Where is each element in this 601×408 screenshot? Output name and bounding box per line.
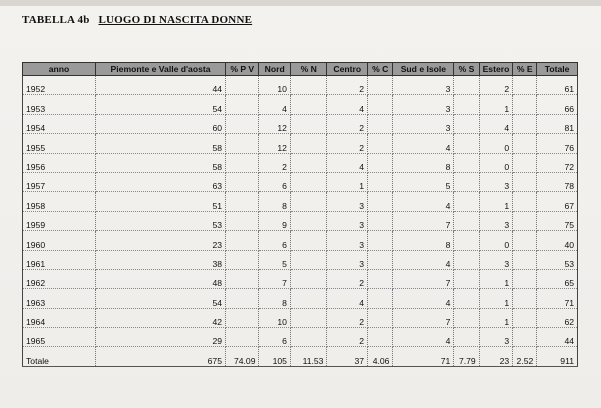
value-cell: 1: [327, 172, 368, 191]
value-cell: [513, 95, 537, 114]
table-row: [23, 95, 578, 114]
value-cell: [226, 95, 259, 114]
value-cell: [454, 153, 479, 172]
value-cell: [226, 153, 259, 172]
value-cell: [290, 289, 327, 308]
value-cell: 3: [479, 172, 512, 191]
value-cell: [513, 134, 537, 153]
value-cell: [226, 269, 259, 288]
year-cell: 1958: [23, 192, 96, 211]
value-cell: 7: [259, 269, 290, 288]
page-top-edge: [0, 0, 601, 6]
value-cell: 54: [96, 95, 226, 114]
total-label: Totale: [23, 347, 96, 366]
value-cell: [290, 211, 327, 230]
value-cell: [368, 308, 393, 327]
value-cell: 3: [327, 231, 368, 250]
value-cell: 10: [259, 76, 290, 95]
value-cell: 72: [537, 153, 578, 172]
value-cell: 40: [537, 231, 578, 250]
value-cell: 3: [479, 328, 512, 347]
column-header: % P V: [226, 63, 259, 76]
value-cell: [226, 114, 259, 133]
value-cell: 6: [259, 328, 290, 347]
value-cell: 61: [537, 76, 578, 95]
value-cell: [368, 114, 393, 133]
value-cell: [454, 211, 479, 230]
column-header: % N: [290, 63, 327, 76]
value-cell: 60: [96, 114, 226, 133]
value-cell: 78: [537, 172, 578, 191]
table-row: [23, 328, 578, 347]
value-cell: 3: [327, 250, 368, 269]
value-cell: 81: [537, 114, 578, 133]
column-header: % E: [513, 63, 537, 76]
value-cell: [290, 153, 327, 172]
value-cell: 12: [259, 134, 290, 153]
table-row: [23, 172, 578, 191]
year-cell: 1964: [23, 308, 96, 327]
total-cell: 7.79: [454, 347, 479, 366]
value-cell: [513, 76, 537, 95]
year-cell: 1957: [23, 172, 96, 191]
table-row: [23, 289, 578, 308]
year-cell: 1961: [23, 250, 96, 269]
value-cell: 3: [327, 211, 368, 230]
year-cell: 1959: [23, 211, 96, 230]
value-cell: 3: [479, 211, 512, 230]
value-cell: [513, 153, 537, 172]
value-cell: 51: [96, 192, 226, 211]
total-row: [23, 347, 578, 366]
header-row: [23, 63, 578, 76]
value-cell: [226, 231, 259, 250]
value-cell: [513, 308, 537, 327]
year-cell: 1956: [23, 153, 96, 172]
value-cell: [226, 192, 259, 211]
value-cell: [454, 328, 479, 347]
value-cell: [513, 192, 537, 211]
value-cell: 6: [259, 231, 290, 250]
value-cell: 58: [96, 153, 226, 172]
table-row: [23, 114, 578, 133]
value-cell: [513, 114, 537, 133]
table-row: [23, 231, 578, 250]
value-cell: [513, 269, 537, 288]
value-cell: [290, 172, 327, 191]
total-cell: 37: [327, 347, 368, 366]
value-cell: 2: [327, 308, 368, 327]
column-header: Piemonte e Valle d'aosta: [96, 63, 226, 76]
value-cell: 44: [537, 328, 578, 347]
value-cell: 2: [327, 114, 368, 133]
value-cell: 53: [96, 211, 226, 230]
value-cell: 75: [537, 211, 578, 230]
value-cell: [290, 308, 327, 327]
value-cell: 8: [393, 231, 454, 250]
value-cell: [290, 95, 327, 114]
total-cell: 11.53: [290, 347, 327, 366]
value-cell: [454, 114, 479, 133]
value-cell: 4: [259, 95, 290, 114]
total-cell: 4.06: [368, 347, 393, 366]
value-cell: 0: [479, 153, 512, 172]
page-heading: [22, 14, 252, 26]
total-cell: 74.09: [226, 347, 259, 366]
value-cell: 66: [537, 95, 578, 114]
year-cell: 1962: [23, 269, 96, 288]
value-cell: 2: [327, 328, 368, 347]
value-cell: 3: [393, 95, 454, 114]
value-cell: [226, 134, 259, 153]
value-cell: 12: [259, 114, 290, 133]
value-cell: 0: [479, 134, 512, 153]
column-header: Centro: [327, 63, 368, 76]
value-cell: 42: [96, 308, 226, 327]
value-cell: 29: [96, 328, 226, 347]
table-row: [23, 134, 578, 153]
column-header: % C: [368, 63, 393, 76]
year-cell: 1953: [23, 95, 96, 114]
table-row: [23, 269, 578, 288]
value-cell: 71: [537, 289, 578, 308]
total-cell: 105: [259, 347, 290, 366]
table-row: [23, 192, 578, 211]
table-body: [23, 76, 578, 367]
table-code: TABELLA 4b: [22, 14, 90, 26]
value-cell: 2: [327, 134, 368, 153]
value-cell: 1: [479, 289, 512, 308]
value-cell: [454, 192, 479, 211]
value-cell: [226, 76, 259, 95]
value-cell: [454, 308, 479, 327]
value-cell: [226, 308, 259, 327]
value-cell: [290, 231, 327, 250]
value-cell: 4: [393, 250, 454, 269]
value-cell: [454, 289, 479, 308]
value-cell: 65: [537, 269, 578, 288]
value-cell: [368, 134, 393, 153]
total-cell: 911: [537, 347, 578, 366]
value-cell: [368, 250, 393, 269]
value-cell: 2: [327, 76, 368, 95]
value-cell: [290, 328, 327, 347]
value-cell: 8: [393, 153, 454, 172]
value-cell: 2: [259, 153, 290, 172]
value-cell: 7: [393, 269, 454, 288]
value-cell: 8: [259, 192, 290, 211]
value-cell: [226, 211, 259, 230]
value-cell: [290, 134, 327, 153]
value-cell: 4: [393, 192, 454, 211]
total-cell: 2.52: [513, 347, 537, 366]
value-cell: 54: [96, 289, 226, 308]
value-cell: 67: [537, 192, 578, 211]
year-cell: 1954: [23, 114, 96, 133]
value-cell: 53: [537, 250, 578, 269]
value-cell: 5: [393, 172, 454, 191]
value-cell: [368, 231, 393, 250]
value-cell: [368, 269, 393, 288]
value-cell: 4: [479, 114, 512, 133]
value-cell: [368, 153, 393, 172]
year-cell: 1965: [23, 328, 96, 347]
value-cell: 62: [537, 308, 578, 327]
value-cell: [454, 231, 479, 250]
value-cell: [226, 172, 259, 191]
value-cell: [513, 289, 537, 308]
value-cell: 10: [259, 308, 290, 327]
value-cell: [513, 250, 537, 269]
value-cell: 1: [479, 95, 512, 114]
value-cell: 6: [259, 172, 290, 191]
value-cell: [513, 211, 537, 230]
value-cell: [290, 192, 327, 211]
value-cell: 76: [537, 134, 578, 153]
value-cell: [513, 172, 537, 191]
value-cell: [454, 250, 479, 269]
value-cell: [368, 172, 393, 191]
value-cell: 3: [393, 76, 454, 95]
value-cell: 2: [479, 76, 512, 95]
value-cell: 7: [393, 308, 454, 327]
value-cell: [226, 250, 259, 269]
birthplace-table: [22, 62, 578, 367]
value-cell: [368, 289, 393, 308]
value-cell: [368, 95, 393, 114]
value-cell: 9: [259, 211, 290, 230]
value-cell: [454, 172, 479, 191]
value-cell: [290, 250, 327, 269]
value-cell: [226, 289, 259, 308]
value-cell: [290, 114, 327, 133]
value-cell: 44: [96, 76, 226, 95]
column-header: Sud e Isole: [393, 63, 454, 76]
value-cell: 4: [327, 95, 368, 114]
value-cell: 38: [96, 250, 226, 269]
column-header: anno: [23, 63, 96, 76]
value-cell: 4: [393, 328, 454, 347]
value-cell: [290, 269, 327, 288]
table-row: [23, 211, 578, 230]
value-cell: 2: [327, 269, 368, 288]
value-cell: 5: [259, 250, 290, 269]
value-cell: 4: [327, 153, 368, 172]
year-cell: 1963: [23, 289, 96, 308]
value-cell: 7: [393, 211, 454, 230]
table-title: LUOGO DI NASCITA DONNE: [98, 14, 253, 26]
table-row: [23, 153, 578, 172]
value-cell: [226, 328, 259, 347]
table-row: [23, 76, 578, 95]
total-cell: 675: [96, 347, 226, 366]
value-cell: 1: [479, 192, 512, 211]
table-row: [23, 250, 578, 269]
value-cell: 1: [479, 308, 512, 327]
value-cell: 4: [327, 289, 368, 308]
total-cell: 71: [393, 347, 454, 366]
year-cell: 1960: [23, 231, 96, 250]
value-cell: [454, 134, 479, 153]
value-cell: 3: [479, 250, 512, 269]
value-cell: 58: [96, 134, 226, 153]
value-cell: [513, 231, 537, 250]
value-cell: 0: [479, 231, 512, 250]
value-cell: [368, 328, 393, 347]
value-cell: 3: [393, 114, 454, 133]
total-cell: 23: [479, 347, 512, 366]
value-cell: 1: [479, 269, 512, 288]
column-header: Estero: [479, 63, 512, 76]
column-header: Totale: [537, 63, 578, 76]
value-cell: 63: [96, 172, 226, 191]
value-cell: [368, 76, 393, 95]
column-header: % S: [454, 63, 479, 76]
year-cell: 1952: [23, 76, 96, 95]
value-cell: [454, 76, 479, 95]
value-cell: [368, 192, 393, 211]
value-cell: [454, 269, 479, 288]
year-cell: 1955: [23, 134, 96, 153]
value-cell: 4: [393, 134, 454, 153]
value-cell: 8: [259, 289, 290, 308]
value-cell: [290, 76, 327, 95]
value-cell: 4: [393, 289, 454, 308]
value-cell: 48: [96, 269, 226, 288]
value-cell: [454, 95, 479, 114]
value-cell: 3: [327, 192, 368, 211]
table-row: [23, 308, 578, 327]
value-cell: [513, 328, 537, 347]
value-cell: [368, 211, 393, 230]
value-cell: 23: [96, 231, 226, 250]
column-header: Nord: [259, 63, 290, 76]
